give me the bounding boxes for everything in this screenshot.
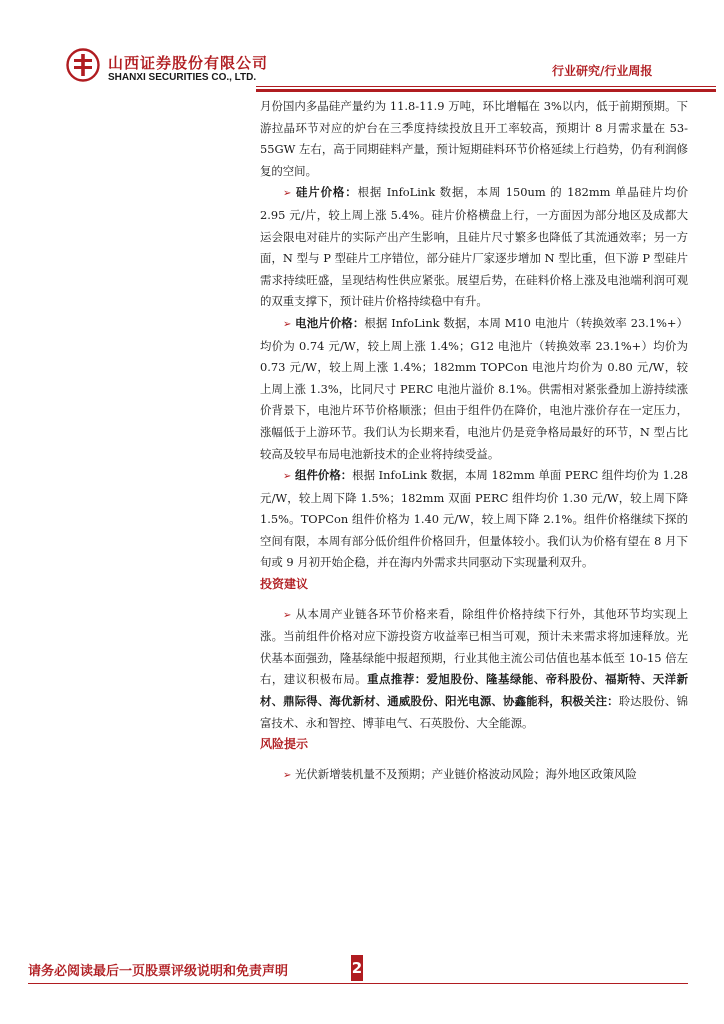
invest-paragraph bbox=[260, 604, 688, 735]
footer-rule bbox=[28, 983, 688, 984]
company-name-en: SHANXI SECURITIES CO., LTD. bbox=[108, 72, 257, 83]
bullet-arrow-icon: ➢ bbox=[283, 471, 292, 483]
company-logo-icon bbox=[66, 48, 100, 82]
bullet-arrow-icon: ➢ bbox=[283, 769, 292, 781]
header-rule-thin bbox=[256, 86, 716, 87]
module-price-text: 根据 InfoLink 数据，本周 182mm 单面 PERC 组件均价为 1.28 元/W，较上周下降 1.5%；182mm 双面 PERC 组件均价 1.30 元/W，较上周下降 1.5%。TOPCon 组件价格为 1.40 元/W，较上周下降 2.1%。组件价格继续下探的空间有限，本周有部分低价组件价格回升，但量体较小。我们认为价格有望在 8 月下旬或 9 月初开始企稳，并在海内外需求共同驱动下实现量利双升。 bbox=[260, 468, 688, 570]
page-number: 2 bbox=[351, 955, 363, 981]
risk-text: 光伏新增装机量不及预期；产业链价格波动风险；海外地区政策风险 bbox=[295, 766, 637, 781]
header-rule-thick bbox=[256, 89, 716, 92]
module-price-label: 组件价格： bbox=[295, 468, 353, 483]
risk-section-title: 风险提示 bbox=[260, 737, 309, 752]
key-recommend-list: 爱旭股份、隆基绿能、帝科股份、福斯特、天洋新材、鼎际得、海优新材、通威股份、阳光电源、协鑫能科， bbox=[260, 672, 688, 709]
bullet-arrow-icon: ➢ bbox=[283, 609, 292, 621]
watch-list: 聆达股份、锦富技术、永和智控、博菲电气、石英股份、大全能源。 bbox=[260, 694, 688, 730]
report-body bbox=[260, 96, 688, 786]
report-type: 行业研究/行业周报 bbox=[552, 64, 653, 78]
wafer-price-label: 硅片价格： bbox=[295, 185, 358, 200]
spacer bbox=[260, 756, 688, 764]
page-header bbox=[0, 0, 724, 96]
bullet-arrow-icon: ➢ bbox=[283, 318, 292, 330]
invest-text: 从本周产业链各环节价格来看，除组件价格持续下行外，其他环节均实现上涨。当前组件价格对应下游投资方收益率已相当可观，预计未来需求将加速释放。光伏基本面强劲，隆基绿能中报超预期，行业其他主流公司估值也基本低至 10-15 倍左右，建议积极布局。 bbox=[260, 606, 688, 687]
company-name-cn: 山西证券股份有限公司 bbox=[108, 54, 269, 72]
module-price-paragraph bbox=[260, 465, 688, 574]
invest-section-title: 投资建议 bbox=[260, 577, 309, 592]
spacer bbox=[260, 596, 688, 604]
footer-disclaimer: 请务必阅读最后一页股票评级说明和免责声明 bbox=[28, 964, 289, 979]
wafer-price-text: 根据 InfoLink 数据，本周 150um 的 182mm 单晶硅片均价 2.95 元/片，较上周上涨 5.4%。硅片价格横盘上行，一方面因为部分地区及成都大运会限电对硅片的实际产出产生影响，且硅片尺寸繁多也降低了其流通效率；另一方面，N 型与 P 型硅片工序错位，部分硅片厂家逐步增加 N 型比重，但下游 P 型硅片需求持续旺盛，呈现结构性供应紧张。展望后势，在硅料价格上涨及电池端利润可观的双重支撑下，预计硅片价格持续稳中有升。 bbox=[260, 185, 688, 309]
risk-paragraph bbox=[260, 764, 688, 787]
bullet-arrow-icon: ➢ bbox=[283, 188, 292, 200]
cell-price-text: 根据 InfoLink 数据，本周 M10 电池片（转换效率 23.1%+）均价为 0.74 元/W，较上周上涨 1.4%；G12 电池片（转换效率 23.1%+）均价为 0.73 元/W，较上周上涨 1.4%；182mm TOPCon 电池片均价为 0.80 元/W，较上周上涨 1.3%，比同尺寸 PERC 电池片溢价 8.1%。供需相对紧张叠加上游持续涨价背景下，电池片环节价格顺涨；但由于组件仍在降价，电池片涨价存在一定压力，涨幅低于上游环节。我们认为长期来看，电池片仍是竞争格局最好的环节，N 型占比较高及较早布局电池新技术的企业将持续受益。 bbox=[260, 315, 688, 461]
polysilicon-paragraph: 月份国内多晶硅产量约为 11.8-11.9 万吨，环比增幅在 3%以内，低于前期预期。下游拉晶环节对应的炉台在三季度持续投放且开工率较高，预期计 8 月需求量在 53-55GW 左右，高于同期硅料产量，预计短期硅料环节价格延续上行趋势，仍有利润修复的空间。 bbox=[260, 99, 688, 178]
wafer-price-paragraph bbox=[260, 182, 688, 313]
watch-label: 积极关注： bbox=[560, 694, 619, 709]
cell-price-paragraph bbox=[260, 313, 688, 465]
cell-price-label: 电池片价格： bbox=[295, 315, 365, 330]
key-recommend-label: 重点推荐： bbox=[367, 672, 427, 687]
